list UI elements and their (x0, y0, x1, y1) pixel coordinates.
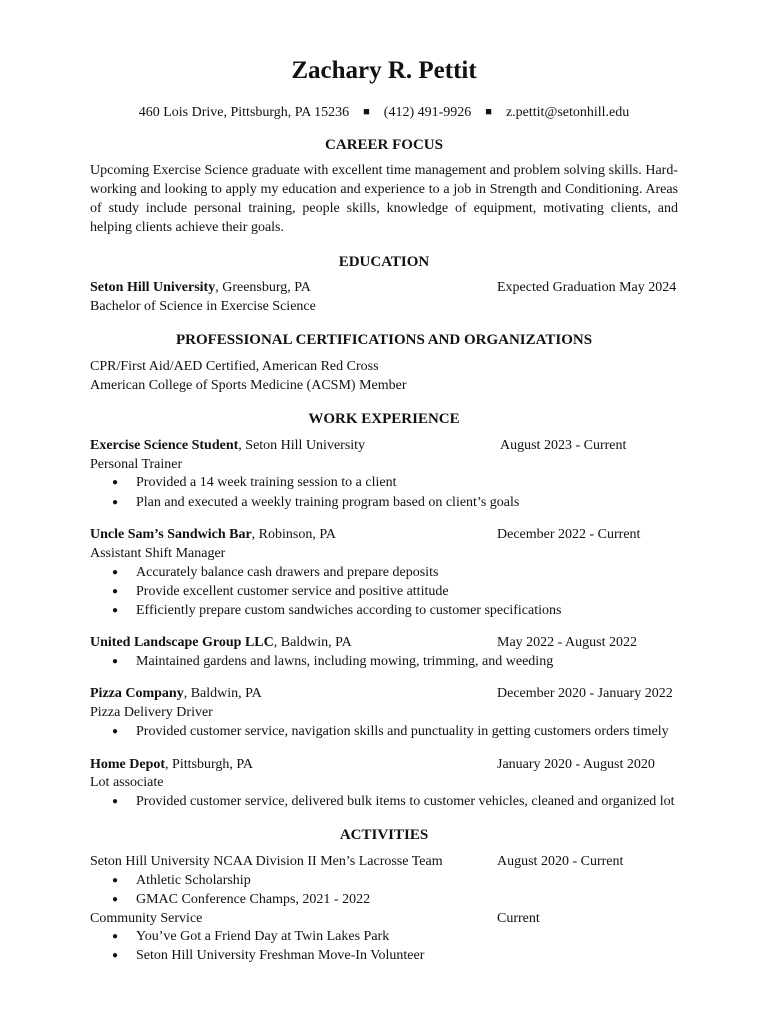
section-heading-certifications: PROFESSIONAL CERTIFICATIONS AND ORGANIZATIONS (175, 332, 593, 348)
bullet-icon: ● (112, 567, 119, 578)
candidate-name: Zachary R. Pettit (291, 57, 477, 84)
activity-name: Community Service (90, 911, 203, 926)
bullet-text: GMAC Conference Champs, 2021 - 2022 (136, 892, 371, 907)
bullet-icon: ● (112, 796, 119, 807)
job-date: January 2020 - August 2020 (497, 757, 655, 772)
job-bullet (112, 653, 553, 671)
job-header (90, 685, 262, 703)
job-bullet (112, 474, 397, 492)
job-header (90, 634, 352, 652)
bullet-text: Provided customer service, navigation skills and punctuality in getting customers orders timely (136, 724, 669, 739)
section-heading-activities: ACTIVITIES (339, 827, 429, 843)
bullet-icon: ● (112, 931, 119, 942)
bullet-icon: ● (112, 894, 119, 905)
email[interactable]: z.pettit@setonhill.edu (505, 105, 630, 120)
activity-date: August 2020 - Current (497, 854, 624, 869)
job-bullet (112, 564, 438, 582)
school-name: Seton Hill University (90, 280, 216, 295)
job-employer: Exercise Science Student (90, 438, 239, 453)
activity-name: Seton Hill University NCAA Division II Men’s Lacrosse Team (90, 854, 443, 869)
activity-bullet (112, 891, 370, 909)
job-place: , Seton Hill University (238, 438, 366, 453)
job-employer: Pizza Company (90, 686, 184, 701)
job-employer: Home Depot (90, 757, 166, 772)
job-date: December 2022 - Current (497, 527, 641, 542)
job-bullet (112, 723, 669, 741)
phone: (412) 491-9926 (383, 105, 472, 120)
job-title: Pizza Delivery Driver (90, 705, 213, 720)
job-employer: United Landscape Group LLC (90, 635, 274, 650)
bullet-icon: ● (112, 726, 119, 737)
bullet-text: Athletic Scholarship (136, 873, 251, 888)
section-heading-career-focus: CAREER FOCUS (325, 137, 443, 153)
job-bullet (112, 793, 675, 811)
section-heading-education: EDUCATION (338, 254, 430, 270)
bullet-text: Provided a 14 week training session to a client (136, 475, 397, 490)
job-place: , Baldwin, PA (273, 635, 352, 650)
section-heading-work-experience: WORK EXPERIENCE (308, 411, 460, 427)
job-header (90, 526, 336, 544)
bullet-icon: ● (112, 950, 119, 961)
separator-icon: ■ (485, 106, 492, 118)
bullet-text: Maintained gardens and lawns, including mowing, trimming, and weeding (136, 654, 554, 669)
education-date: Expected Graduation May 2024 (497, 280, 677, 295)
job-place: , Pittsburgh, PA (165, 757, 253, 772)
job-header (90, 437, 365, 455)
activity-bullet (112, 872, 251, 890)
job-place: , Baldwin, PA (183, 686, 262, 701)
education-degree: Bachelor of Science in Exercise Science (90, 299, 316, 314)
bullet-text: Provide excellent customer service and positive attitude (136, 584, 449, 599)
activity-date: Current (497, 911, 540, 926)
bullet-text: Efficiently prepare custom sandwiches according to customer specifications (136, 603, 562, 618)
job-title: Lot associate (90, 775, 164, 790)
certification-item: CPR/First Aid/AED Certified, American Red Cross (90, 359, 379, 374)
job-place: , Robinson, PA (251, 527, 336, 542)
bullet-icon: ● (112, 605, 119, 616)
job-date: December 2020 - January 2022 (497, 686, 673, 701)
job-title: Assistant Shift Manager (90, 546, 226, 561)
career-focus-text: Upcoming Exercise Science graduate with excellent time management and problem solving skills. Hard-working and looking to apply my education and experience to a job in Strength and Conditioning. Areas of study include personal training, people skills, knowledge of equipment, motivating clients, and helping clients achieve their goals. (90, 163, 678, 235)
address: 460 Lois Drive, Pittsburgh, PA 15236 (138, 105, 350, 120)
bullet-icon: ● (112, 497, 119, 508)
job-employer: Uncle Sam’s Sandwich Bar (90, 527, 252, 542)
job-bullet (112, 602, 561, 620)
job-bullet (112, 583, 449, 601)
job-bullet (112, 494, 519, 512)
contact-line (90, 103, 678, 122)
education-school-line (90, 279, 311, 297)
job-title: Personal Trainer (90, 457, 183, 472)
separator-icon: ■ (363, 106, 370, 118)
bullet-text: Accurately balance cash drawers and prepare deposits (136, 565, 439, 580)
activity-bullet (112, 928, 389, 946)
bullet-icon: ● (112, 586, 119, 597)
activity-bullet (112, 947, 424, 965)
job-header (90, 756, 253, 774)
bullet-text: Provided customer service, delivered bulk items to customer vehicles, cleaned and organized lot (136, 794, 675, 809)
certification-item: American College of Sports Medicine (ACSM) Member (90, 378, 407, 393)
bullet-text: Plan and executed a weekly training program based on client’s goals (136, 495, 520, 510)
job-date: May 2022 - August 2022 (497, 635, 637, 650)
bullet-icon: ● (112, 875, 119, 886)
bullet-text: Seton Hill University Freshman Move-In Volunteer (136, 948, 425, 963)
bullet-icon: ● (112, 656, 119, 667)
bullet-text: You’ve Got a Friend Day at Twin Lakes Park (136, 929, 390, 944)
bullet-icon: ● (112, 477, 119, 488)
school-location: , Greensburg, PA (215, 280, 311, 295)
job-date: August 2023 - Current (500, 438, 627, 453)
